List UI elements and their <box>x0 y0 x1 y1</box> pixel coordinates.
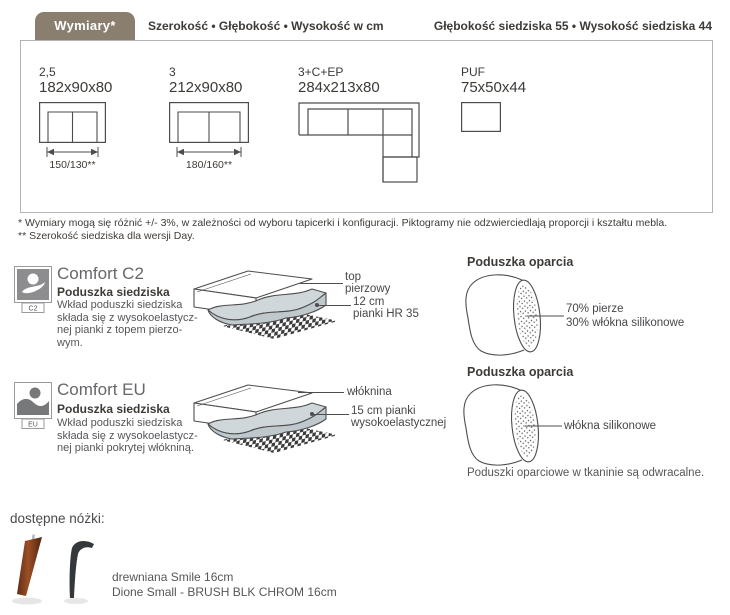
callout-line <box>313 414 349 415</box>
body-line: Wkład poduszki siedziska <box>57 417 183 429</box>
eu-back-cushion-title: Poduszka oparcia <box>467 365 574 379</box>
body-line: wym. <box>57 336 83 349</box>
body-line: składa się z wysokoelastycz- <box>57 429 198 442</box>
header-seat-note: Głębokość siedziska 55 • Wysokość siedziska 44 <box>433 19 712 33</box>
body-line: nej pianki pokrytej włókniną. <box>57 442 194 454</box>
sofa-2-5-diagram <box>39 102 106 143</box>
callout-line <box>298 392 344 393</box>
metal-leg-image <box>62 538 106 606</box>
c2-callout-foam: 12 cm pianki HR 35 <box>353 296 419 320</box>
comfort-eu-title: Comfort EU <box>57 380 146 399</box>
dimensions-box <box>20 40 713 213</box>
comfort-c2-title: Comfort C2 <box>57 264 144 283</box>
dimension-item-puf <box>461 65 527 132</box>
seat-width-arrow <box>169 146 249 158</box>
legs-heading: dostępne nóżki: <box>10 511 105 526</box>
callout-line <box>318 305 351 306</box>
dimension-size: 75x50x44 <box>461 79 527 96</box>
dimension-code: PUF <box>461 65 485 79</box>
footnote-1: * Wymiary mogą się różnić +/- 3%, w zależności od wyboru tapicerki i konfiguracji. Piktogramy nie odzwierciedlają proporcji i kształtu mebla. <box>18 217 668 229</box>
c2-back-callout: 70% pierze 30% włókna silikonowe <box>566 303 685 329</box>
eu-back-callout: włókna silikonowe <box>564 420 657 432</box>
dimension-size: 182x90x80 <box>39 79 113 96</box>
leg-label: drewniana Smile 16cm <box>112 570 234 584</box>
dimension-code: 3+C+EP <box>298 65 344 79</box>
c2-callout-top: top pierzowy <box>345 271 391 295</box>
comfort-eu-body <box>57 417 198 455</box>
c2-back-cushion-title: Poduszka oparcia <box>467 255 574 269</box>
dimension-code: 3 <box>169 65 176 79</box>
seat-width-label: 150/130** <box>49 159 96 171</box>
callout-line <box>300 283 343 284</box>
body-line: składa się z wysokoelastycz- <box>57 311 198 324</box>
eu-callout-top: włóknina <box>347 386 392 398</box>
eu-back-pillow-diagram <box>458 380 563 472</box>
dimension-item-3 <box>169 65 249 171</box>
comfort-c2-subtitle: Poduszka siedziska <box>57 285 170 299</box>
dimension-item-2-5 <box>39 65 113 171</box>
reversible-note: Poduszki oparciowe w tkaninie są odwracalne. <box>467 467 705 479</box>
svg-text:EU: EU <box>28 421 38 429</box>
comfort-c2-icon <box>14 266 52 313</box>
svg-text:C2: C2 <box>28 305 38 313</box>
dimension-size: 212x90x80 <box>169 79 243 96</box>
dimension-item-corner <box>298 65 420 186</box>
tab-wymiary[interactable]: Wymiary* <box>35 12 135 40</box>
comfort-eu-icon <box>14 382 52 429</box>
body-line: nej pianki z topem pierzo- <box>57 324 183 336</box>
c2-back-pillow-diagram <box>460 270 565 362</box>
body-line: Wkład poduszki siedziska <box>57 299 183 311</box>
comfort-eu-subtitle: Poduszka siedziska <box>57 402 170 416</box>
leg-label: Dione Small - BRUSH BLK CHROM 16cm <box>112 584 337 599</box>
leg-labels <box>112 570 337 599</box>
wooden-leg-image <box>12 534 56 606</box>
dimension-size: 284x213x80 <box>298 79 380 96</box>
eu-callout-foam: 15 cm pianki wysokoelastycznej <box>351 405 447 429</box>
seat-width-label: 180/160** <box>185 159 233 171</box>
dimension-code: 2,5 <box>39 65 56 79</box>
comfort-c2-body <box>57 299 198 349</box>
footnote-2: ** Szerokość siedziska dla wersji Day. <box>18 230 195 242</box>
corner-sofa-diagram <box>298 102 420 186</box>
eu-cushion-diagram <box>186 378 341 463</box>
sofa-3-diagram <box>169 102 249 143</box>
header-subtitle: Szerokość • Głębokość • Wysokość w cm <box>148 19 384 33</box>
seat-width-arrow <box>39 146 106 158</box>
puf-diagram <box>461 102 501 132</box>
